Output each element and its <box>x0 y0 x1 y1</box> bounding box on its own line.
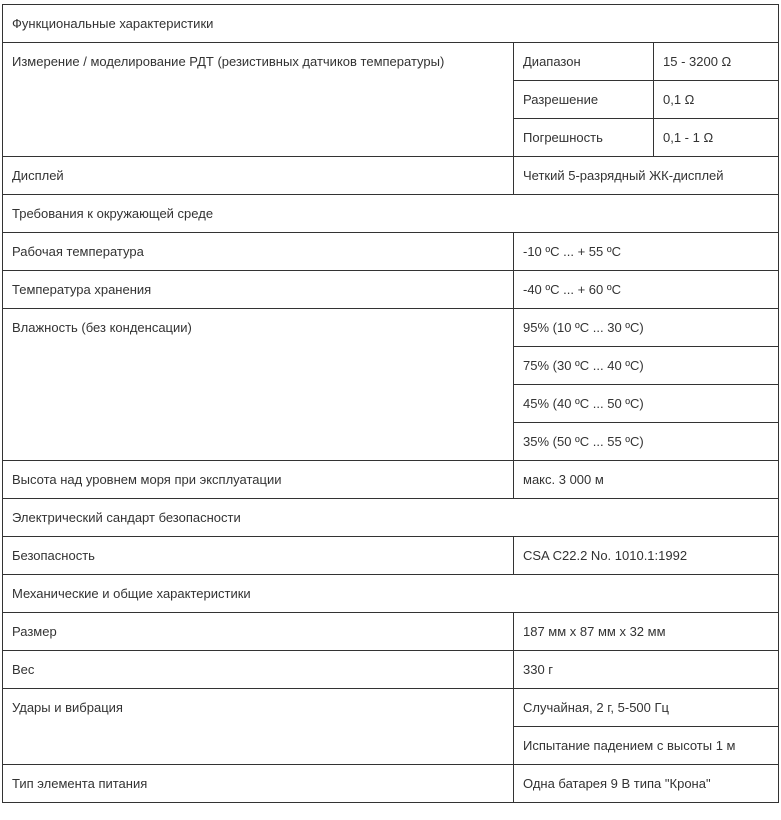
safety-label: Безопасность <box>3 537 514 575</box>
table-row <box>3 651 779 689</box>
rtd-range-label: Диапазон <box>514 43 654 81</box>
size-label: Размер <box>3 613 514 651</box>
battery-label: Тип элемента питания <box>3 765 514 803</box>
shock-value-1: Случайная, 2 г, 5-500 Гц <box>514 689 779 727</box>
rtd-range-value: 15 - 3200 Ω <box>654 43 779 81</box>
storage-temp-label: Температура хранения <box>3 271 514 309</box>
spec-table <box>2 4 779 803</box>
shock-label: Удары и вибрация <box>3 689 514 765</box>
table-row <box>3 271 779 309</box>
section-row-environment <box>3 195 779 233</box>
section-title-electrical: Электрический сандарт безопасности <box>3 499 779 537</box>
section-title-functional: Функциональные характеристики <box>3 5 779 43</box>
table-row <box>3 157 779 195</box>
size-value: 187 мм x 87 мм x 32 мм <box>514 613 779 651</box>
table-row <box>3 613 779 651</box>
weight-value: 330 г <box>514 651 779 689</box>
battery-value: Одна батарея 9 В типа "Крона" <box>514 765 779 803</box>
section-row-mechanical <box>3 575 779 613</box>
shock-value-2: Испытание падением с высоты 1 м <box>514 727 779 765</box>
display-label: Дисплей <box>3 157 514 195</box>
rtd-accuracy-label: Погрешность <box>514 119 654 157</box>
table-row <box>3 233 779 271</box>
rtd-accuracy-value: 0,1 - 1 Ω <box>654 119 779 157</box>
table-row <box>3 461 779 499</box>
rtd-label: Измерение / моделирование РДТ (резистивных датчиков температуры) <box>3 43 514 157</box>
humidity-label: Влажность (без конденсации) <box>3 309 514 461</box>
operating-temp-label: Рабочая температура <box>3 233 514 271</box>
table-row <box>3 43 779 81</box>
humidity-value-2: 75% (30 ºC ... 40 ºC) <box>514 347 779 385</box>
table-row <box>3 689 779 727</box>
section-row-functional <box>3 5 779 43</box>
table-row <box>3 537 779 575</box>
storage-temp-value: -40 ºC ... + 60 ºC <box>514 271 779 309</box>
weight-label: Вес <box>3 651 514 689</box>
section-title-environment: Требования к окружающей среде <box>3 195 779 233</box>
humidity-value-4: 35% (50 ºC ... 55 ºC) <box>514 423 779 461</box>
section-title-mechanical: Механические и общие характеристики <box>3 575 779 613</box>
safety-value: CSA C22.2 No. 1010.1:1992 <box>514 537 779 575</box>
display-value: Четкий 5-разрядный ЖК-дисплей <box>514 157 779 195</box>
rtd-resolution-value: 0,1 Ω <box>654 81 779 119</box>
altitude-label: Высота над уровнем моря при эксплуатации <box>3 461 514 499</box>
table-row <box>3 765 779 803</box>
section-row-electrical <box>3 499 779 537</box>
humidity-value-3: 45% (40 ºC ... 50 ºC) <box>514 385 779 423</box>
table-row <box>3 309 779 347</box>
operating-temp-value: -10 ºC ... + 55 ºC <box>514 233 779 271</box>
humidity-value-1: 95% (10 ºC ... 30 ºC) <box>514 309 779 347</box>
altitude-value: макс. 3 000 м <box>514 461 779 499</box>
rtd-resolution-label: Разрешение <box>514 81 654 119</box>
